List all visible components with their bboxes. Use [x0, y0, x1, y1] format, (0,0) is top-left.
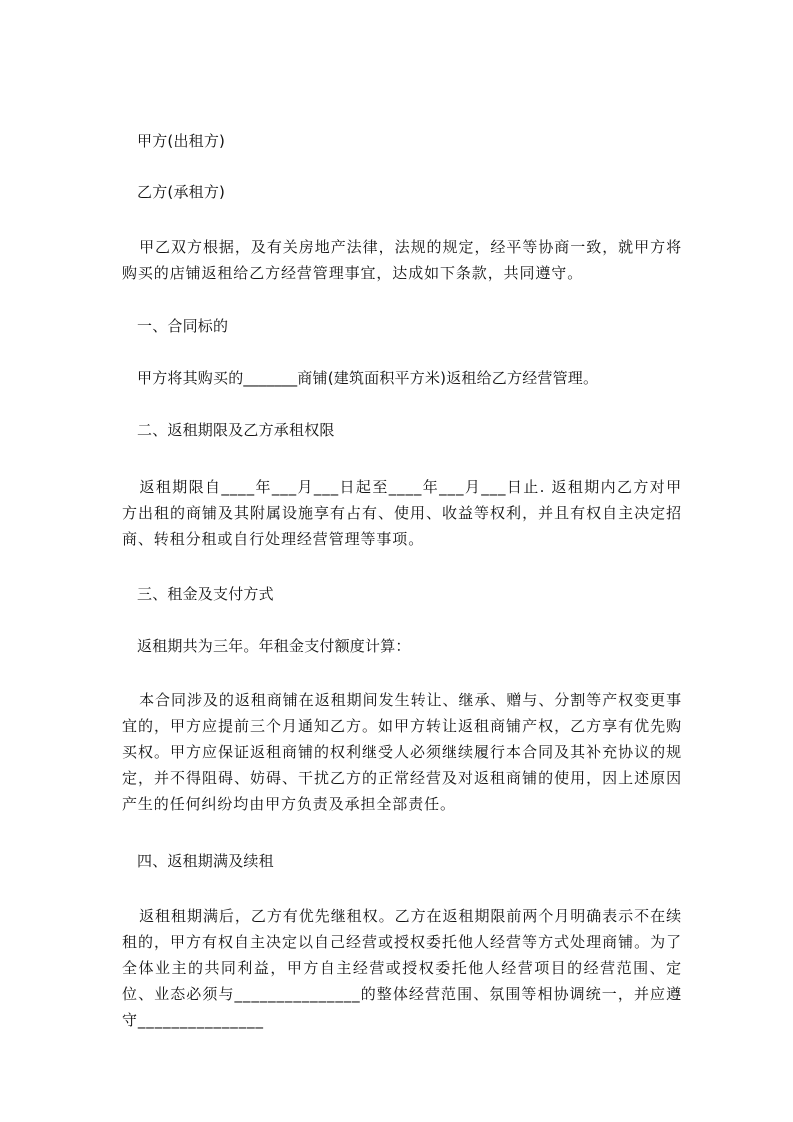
- section-2-paragraph: [122, 474, 682, 552]
- section-heading-4: 四、返租期满及续租: [137, 852, 274, 870]
- preamble-paragraph: [122, 234, 682, 286]
- section-heading-2: 二、返租期限及乙方承租权限: [137, 421, 335, 439]
- party-a-label: 甲方(出租方): [137, 132, 226, 150]
- section-4-text: 返租租期满后，乙方有优先继租权。乙方在返租期限前两个月明确表示不在续租的，甲方有权自主决定以自己经营或授权委托他人经营等方式处理商铺。为了全体业主的共同利益，甲方自主经营或授权委托他人经营项目的经营范围、定位、业态必须与_______________的整体经营范围、氛围等相协调统一，并应遵守_______________: [122, 907, 682, 1029]
- section-3-body-1: 返租期共为三年。年租金支付额度计算：: [137, 637, 411, 655]
- section-heading-1: 一、合同标的: [137, 317, 229, 335]
- section-2-text: 返租期限自____年___月___日起至____年___月___日止. 返租期内乙方对甲方出租的商铺及其附属设施享有占有、使用、收益等权利，并且有权自主决定招商、转租分租或自行处理经营管理等事项。: [122, 478, 682, 548]
- section-heading-3: 三、租金及支付方式: [137, 585, 274, 603]
- section-3-text: 本合同涉及的返租商铺在返租期间发生转让、继承、赠与、分割等产权变更事宜的，甲方应提前三个月通知乙方。如甲方转让返租商铺产权，乙方享有优先购买权。甲方应保证返租商铺的权利继受人必须继续履行本合同及其补充协议的规定，并不得阻碍、妨碍、干扰乙方的正常经营及对返租商铺的使用，因上述原因产生的任何纠纷均由甲方负责及承担全部责任。: [122, 691, 682, 813]
- section-3-paragraph: [122, 687, 682, 817]
- section-1-body: 甲方将其购买的_______商铺(建筑面积平方米)返租给乙方经营管理。: [137, 369, 599, 387]
- party-b-label: 乙方(承租方): [137, 183, 226, 201]
- preamble-text: 甲乙双方根据，及有关房地产法律，法规的规定，经平等协商一致，就甲方将购买的店铺返租给乙方经营管理事宜，达成如下条款，共同遵守。: [122, 238, 682, 282]
- section-4-paragraph: [122, 903, 682, 1033]
